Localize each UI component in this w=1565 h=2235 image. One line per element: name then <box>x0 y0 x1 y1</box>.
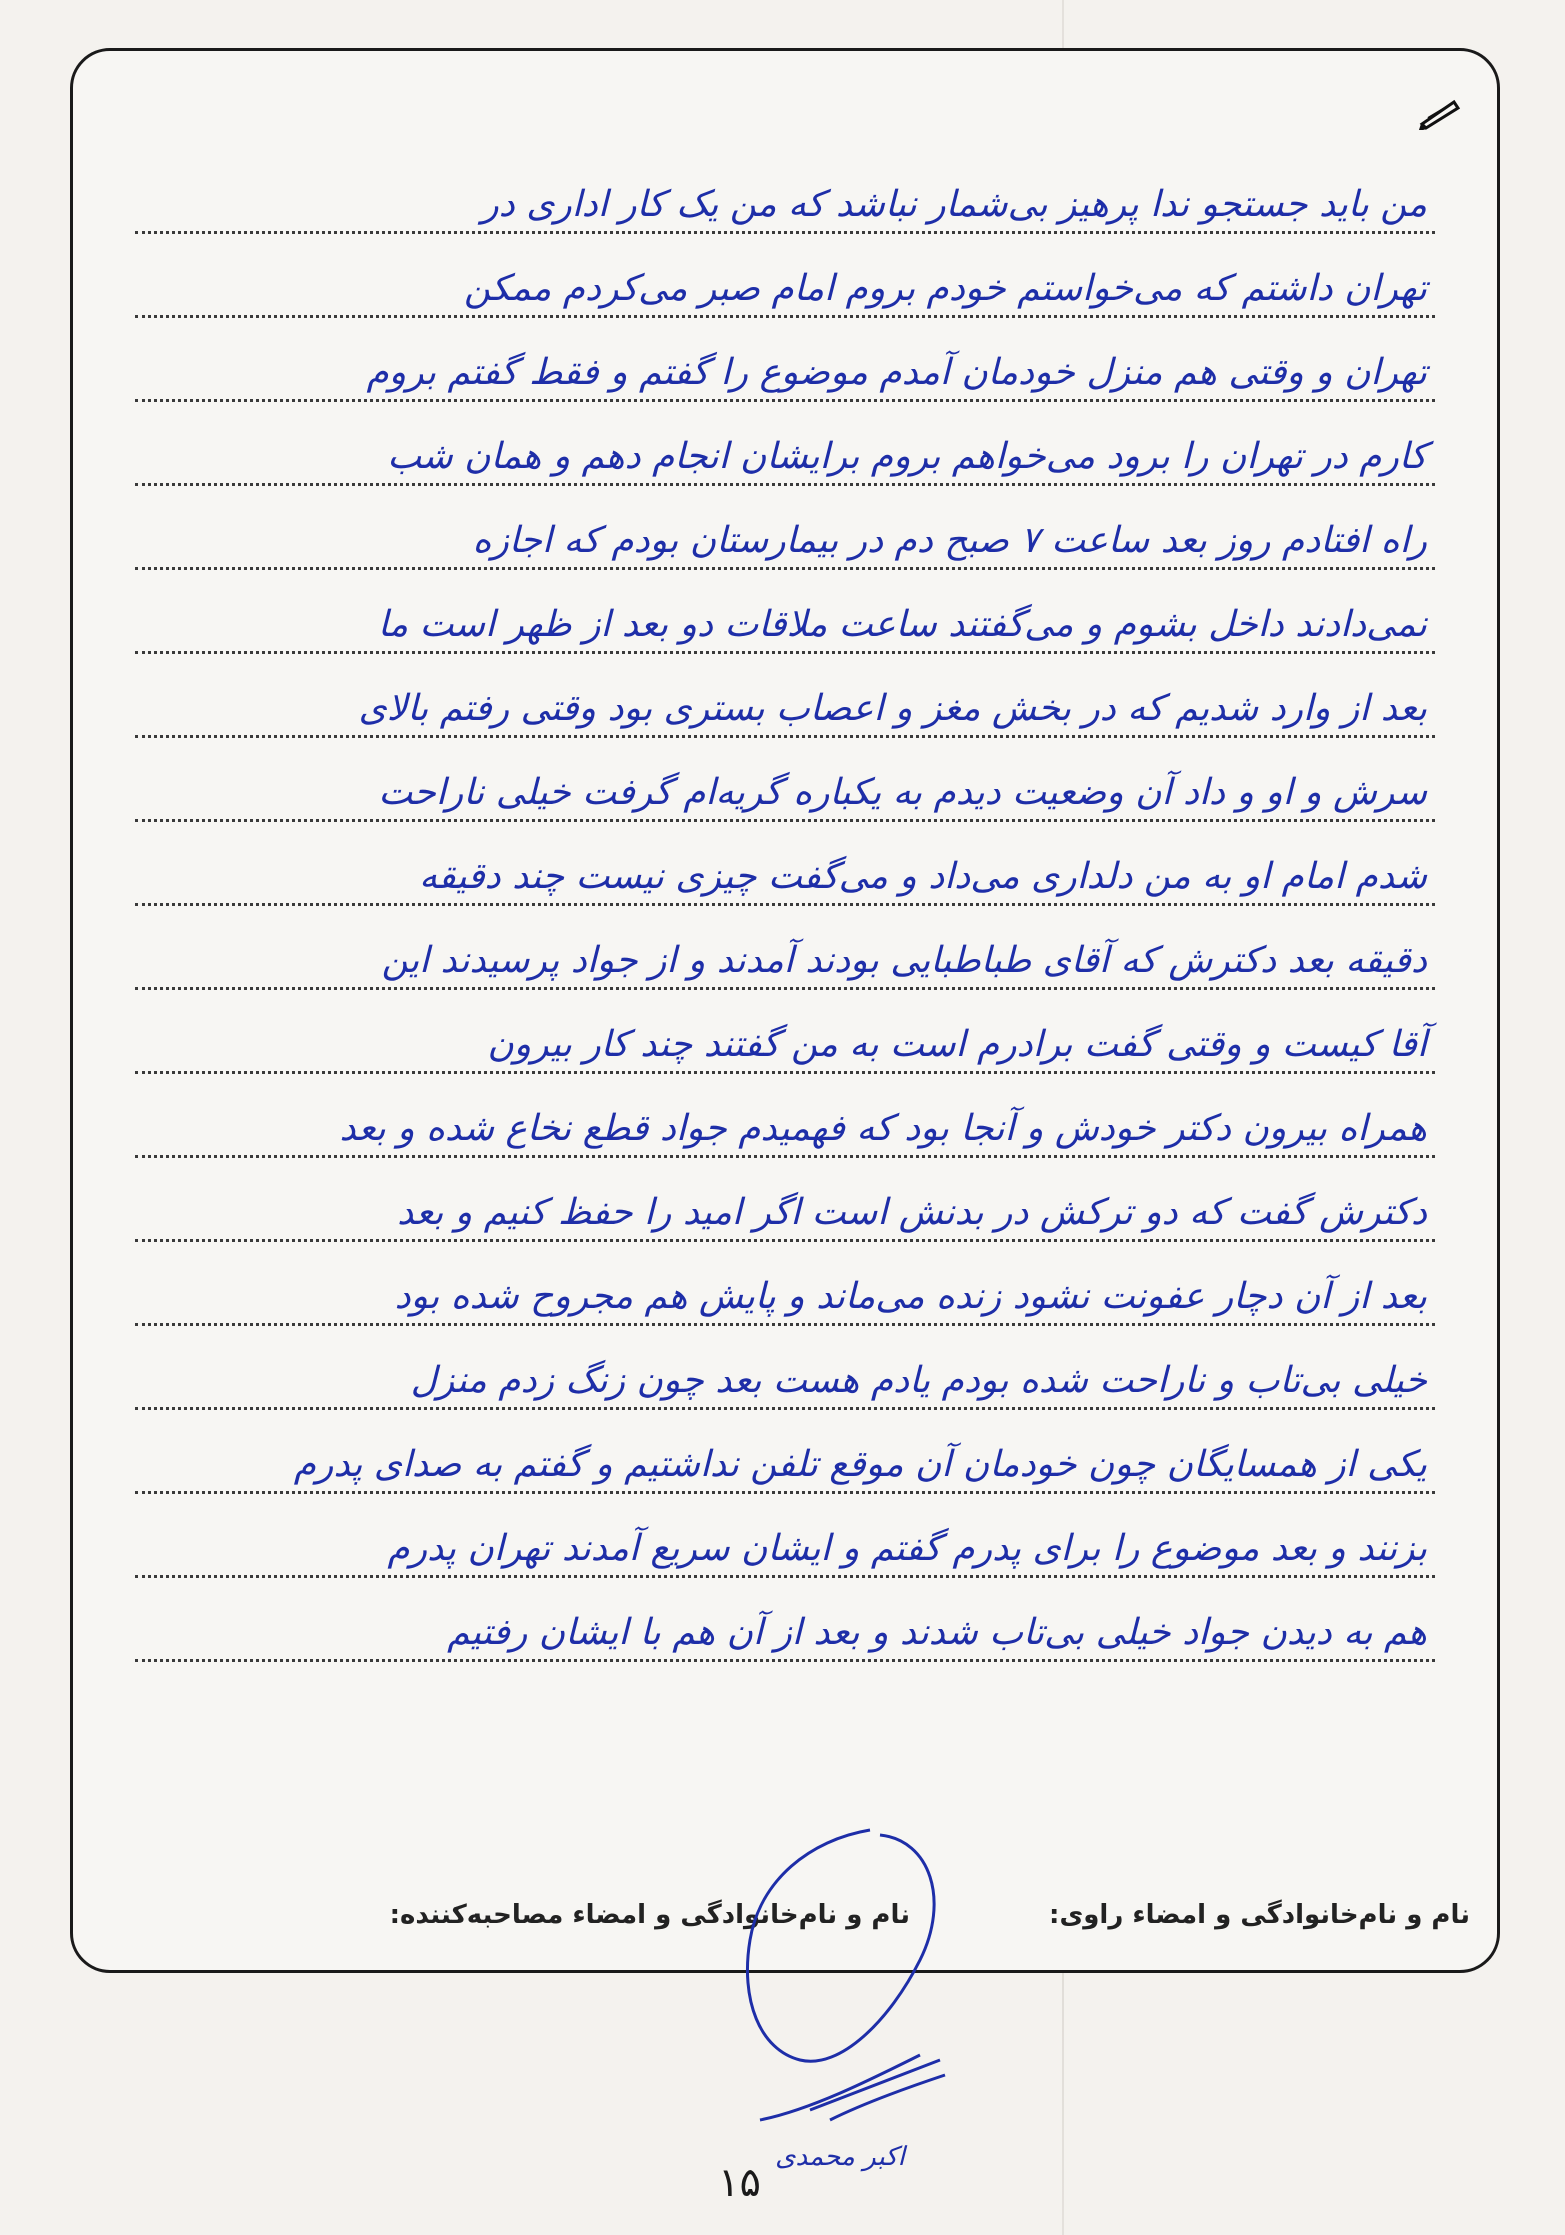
text-line <box>135 1158 1435 1242</box>
text-line <box>135 906 1435 990</box>
text-line <box>135 1410 1435 1494</box>
line-text: بعد از آن دچار عفونت نشود زنده می‌ماند و پایش هم مجروح شده بود <box>394 1276 1427 1317</box>
line-text: تهران و وقتی هم منزل خودمان آمدم موضوع را گفتم و فقط گفتم بروم <box>366 352 1427 393</box>
line-text: تهران داشتم که می‌خواستم خودم بروم امام صبر می‌کردم ممکن <box>463 268 1427 309</box>
line-text: خیلی بی‌تاب و ناراحت شده بودم یادم هست بعد چون زنگ زدم منزل <box>410 1360 1427 1401</box>
line-text: آقا کیست و وقتی گفت برادرم است به من گفتند چند کار بیرون <box>487 1024 1427 1065</box>
line-text: دقیقه بعد دکترش که آقای طباطبایی بودند آمدند و از جواد پرسیدند این <box>381 940 1427 981</box>
line-text: بزنند و بعد موضوع را برای پدرم گفتم و ایشان سریع آمدند تهران پدرم <box>387 1528 1427 1569</box>
text-line <box>135 1242 1435 1326</box>
line-text: شدم امام او به من دلداری می‌داد و می‌گفت چیزی نیست چند دقیقه <box>419 856 1427 897</box>
pen-icon <box>1418 96 1462 130</box>
text-line <box>135 738 1435 822</box>
narrator-signature-label: نام و نام‌خانوادگی و امضاء راوی: <box>1049 1900 1470 1930</box>
text-line <box>135 486 1435 570</box>
text-line <box>135 1578 1435 1662</box>
text-line <box>135 654 1435 738</box>
line-text: هم به دیدن جواد خیلی بی‌تاب شدند و بعد از آن هم با ایشان رفتیم <box>447 1612 1427 1653</box>
handwritten-text-lines <box>135 150 1435 1662</box>
text-line <box>135 990 1435 1074</box>
text-line <box>135 1074 1435 1158</box>
text-line <box>135 318 1435 402</box>
handwritten-signature <box>690 1820 980 2180</box>
text-line <box>135 822 1435 906</box>
text-line <box>135 570 1435 654</box>
text-line <box>135 1326 1435 1410</box>
text-line <box>135 150 1435 234</box>
interviewer-signature-label: نام و نام‌خانوادگی و امضاء مصاحبه‌کننده: <box>389 1900 910 1930</box>
signature-name: اکبر محمدی <box>775 2142 905 2172</box>
page-number: ۱۵ <box>718 2160 761 2206</box>
line-text: نمی‌دادند داخل بشوم و می‌گفتند ساعت ملاقات دو بعد از ظهر است ما <box>377 604 1427 645</box>
line-text: سرش و او و داد آن وضعیت دیدم به یکباره گریه‌ام گرفت خیلی ناراحت <box>378 772 1427 813</box>
line-text: کارم در تهران را برود می‌خواهم بروم برایشان انجام دهم و همان شب <box>387 436 1427 477</box>
line-text: راه افتادم روز بعد ساعت ۷ صبح دم در بیمارستان بودم که اجازه <box>472 520 1427 561</box>
text-line <box>135 234 1435 318</box>
text-line <box>135 402 1435 486</box>
line-text: من باید جستجو ندا پرهیز بی‌شمار نباشد که من یک کار اداری در <box>481 184 1427 225</box>
line-text: یکی از همسایگان چون خودمان آن موقع تلفن نداشتیم و گفتم به صدای پدرم <box>293 1444 1427 1485</box>
line-text: همراه بیرون دکتر خودش و آنجا بود که فهمیدم جواد قطع نخاع شده و بعد <box>339 1108 1427 1149</box>
text-line <box>135 1494 1435 1578</box>
line-text: بعد از وارد شدیم که در بخش مغز و اعصاب بستری بود وقتی رفتم بالای <box>358 688 1427 729</box>
line-text: دکترش گفت که دو ترکش در بدنش است اگر امید را حفظ کنیم و بعد <box>397 1192 1427 1233</box>
